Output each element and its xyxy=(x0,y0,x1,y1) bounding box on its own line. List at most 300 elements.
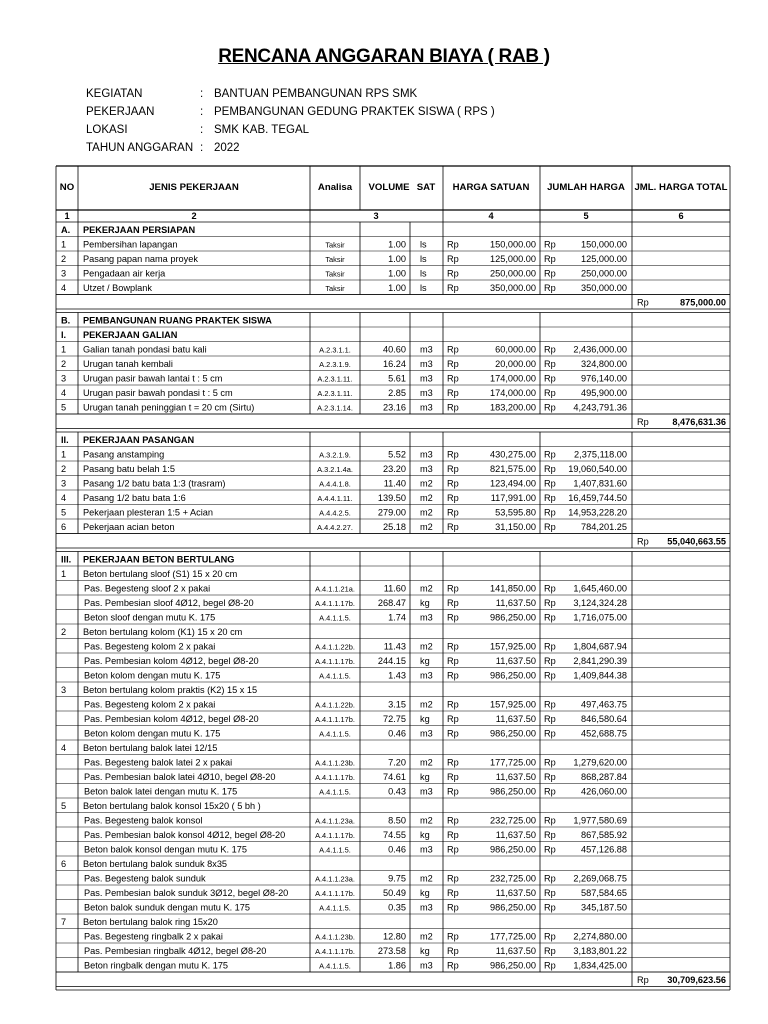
line-total: 1,834,425.00 xyxy=(573,960,627,971)
unit-price: 20,000.00 xyxy=(495,358,536,369)
volume-value: 1.74 xyxy=(388,612,406,623)
currency-label: Rp xyxy=(447,699,459,710)
line-total: 1,716,075.00 xyxy=(573,612,627,623)
row-number: 5 xyxy=(61,800,67,811)
line-total: 846,580.64 xyxy=(581,713,627,724)
currency-label: Rp xyxy=(447,670,459,681)
analysis-code: A.4.1.1.21a. xyxy=(315,584,355,594)
analysis-code: A.3.2.1.9. xyxy=(319,450,351,460)
row-number: 6 xyxy=(61,521,67,532)
unit-value: kg xyxy=(420,597,430,608)
unit-price: 11,637.50 xyxy=(495,945,536,956)
row-number: 1 xyxy=(61,568,67,579)
analysis-code: A.4.1.1.5. xyxy=(319,845,351,855)
header-analisa: Analisa xyxy=(317,182,353,193)
currency-label: Rp xyxy=(447,713,459,724)
unit-value: m3 xyxy=(420,612,433,623)
unit-price: 60,000.00 xyxy=(495,344,536,355)
work-item: Pas. Begesteng balok sunduk xyxy=(84,873,206,884)
work-item: Beton bertulang balok sunduk 8x35 xyxy=(83,858,228,869)
analysis-code: A.4.4.1.11. xyxy=(317,493,353,503)
line-total: 1,804,687.94 xyxy=(573,641,627,652)
currency-label: Rp xyxy=(544,492,556,503)
meta-value: SMK KAB. TEGAL xyxy=(214,124,310,136)
line-total: 14,953,228.20 xyxy=(568,507,627,518)
row-number: 3 xyxy=(61,478,67,489)
currency-label: Rp xyxy=(447,960,459,971)
volume-value: 1.00 xyxy=(388,253,406,264)
analysis-code: A.4.1.1.23b. xyxy=(315,932,355,942)
volume-value: 23.20 xyxy=(383,463,406,474)
volume-value: 0.46 xyxy=(388,844,406,855)
currency-label: Rp xyxy=(447,239,459,250)
volume-value: 1.86 xyxy=(388,960,406,971)
unit-price: 11,637.50 xyxy=(495,655,536,666)
unit-price: 157,925.00 xyxy=(490,641,536,652)
work-item: Pas. Pembesian sloof 4Ø12, begel Ø8-20 xyxy=(84,597,254,608)
work-item: Beton kolom dengan mutu K. 175 xyxy=(84,670,221,681)
unit-value: m2 xyxy=(420,699,433,710)
currency-label: Rp xyxy=(447,282,459,293)
analysis-code: A.4.4.1.8. xyxy=(319,479,351,489)
unit-value: kg xyxy=(420,771,430,782)
unit-price: 141,850.00 xyxy=(490,583,536,594)
currency-label: Rp xyxy=(447,521,459,532)
unit-price: 125,000.00 xyxy=(490,253,536,264)
unit-price: 986,250.00 xyxy=(490,786,536,797)
unit-price: 986,250.00 xyxy=(490,728,536,739)
row-number: 3 xyxy=(61,268,67,279)
volume-value: 25.18 xyxy=(383,521,406,532)
work-item: Pas. Pembesian kolom 4Ø12, begel Ø8-20 xyxy=(84,713,259,724)
work-item: Beton bertulang sloof (S1) 15 x 20 cm xyxy=(83,568,238,579)
currency-label: Rp xyxy=(544,507,556,518)
currency-label: Rp xyxy=(544,387,556,398)
volume-value: 1.00 xyxy=(388,282,406,293)
currency-label: Rp xyxy=(544,873,556,884)
row-number: 2 xyxy=(61,253,67,264)
work-item: Pas. Begesteng kolom 2 x pakai xyxy=(84,699,216,710)
currency-label: Rp xyxy=(544,282,556,293)
unit-value: m2 xyxy=(420,492,433,503)
currency-label: Rp xyxy=(447,612,459,623)
meta-separator: : xyxy=(200,142,204,154)
analysis-code: A.4.1.1.5. xyxy=(319,787,351,797)
line-total: 2,375,118.00 xyxy=(574,449,627,460)
meta-separator: : xyxy=(200,88,204,100)
unit-value: m3 xyxy=(420,670,433,681)
analysis-code: A.4.1.1.23a. xyxy=(315,874,355,884)
currency-label: Rp xyxy=(447,945,459,956)
currency-label: Rp xyxy=(544,268,556,279)
section-title: PEKERJAAN GALIAN xyxy=(83,329,178,340)
unit-price: 11,637.50 xyxy=(495,887,536,898)
currency-label: Rp xyxy=(447,902,459,913)
volume-value: 16.24 xyxy=(383,358,406,369)
analysis-code: A.4.1.1.23b. xyxy=(315,758,355,768)
unit-price: 183,200.00 xyxy=(490,402,536,413)
row-number: 7 xyxy=(61,916,67,927)
unit-price: 11,637.50 xyxy=(495,597,536,608)
row-number: 4 xyxy=(61,387,67,398)
currency-label: Rp xyxy=(447,402,459,413)
volume-value: 273.58 xyxy=(377,945,406,956)
currency-label: Rp xyxy=(447,655,459,666)
work-item: Pasang anstamping xyxy=(83,449,165,460)
work-item: Urugan pasir bawah lantai t : 5 cm xyxy=(83,373,223,384)
analysis-code: A.4.1.1.23a. xyxy=(315,816,355,826)
currency-label: Rp xyxy=(544,931,556,942)
unit-value: m3 xyxy=(420,344,433,355)
unit-price: 53,595.80 xyxy=(495,507,536,518)
analysis-code: A.4.1.1.17b. xyxy=(315,714,355,724)
unit-price: 117,991.00 xyxy=(490,492,536,503)
work-item: Beton sloof dengan mutu K. 175 xyxy=(84,612,216,623)
line-total: 1,279,620.00 xyxy=(573,757,627,768)
currency-label: Rp xyxy=(544,960,556,971)
unit-value: m2 xyxy=(420,583,433,594)
volume-value: 0.35 xyxy=(388,902,406,913)
volume-value: 11.40 xyxy=(383,478,406,489)
work-item: Pas. Pembesian kolom 4Ø12, begel Ø8-20 xyxy=(84,655,259,666)
unit-value: m3 xyxy=(420,902,433,913)
unit-price: 123,494.00 xyxy=(490,478,536,489)
volume-value: 74.55 xyxy=(383,829,406,840)
line-total: 2,269,068.75 xyxy=(573,873,627,884)
meta-label: LOKASI xyxy=(86,124,128,136)
analysis-code: A.2.3.1.1. xyxy=(319,345,351,355)
volume-value: 1.43 xyxy=(388,670,406,681)
row-number: 5 xyxy=(61,507,67,518)
volume-value: 74.61 xyxy=(383,771,406,782)
currency-label: Rp xyxy=(544,641,556,652)
currency-label: Rp xyxy=(447,358,459,369)
work-item: Pas. Begesteng balok latei 2 x pakai xyxy=(84,757,233,768)
line-total: 2,436,000.00 xyxy=(573,344,627,355)
currency-label: Rp xyxy=(544,786,556,797)
analysis-code: A.4.1.1.5. xyxy=(319,613,351,623)
unit-value: m2 xyxy=(420,507,433,518)
unit-value: m2 xyxy=(420,931,433,942)
unit-value: kg xyxy=(420,713,430,724)
volume-value: 0.46 xyxy=(388,728,406,739)
unit-value: m3 xyxy=(420,402,433,413)
line-total: 125,000.00 xyxy=(581,253,627,264)
currency-label: Rp xyxy=(447,931,459,942)
volume-value: 0.43 xyxy=(388,786,406,797)
row-number: 1 xyxy=(61,449,67,460)
meta-label: TAHUN ANGGARAN xyxy=(86,142,194,154)
currency-label: Rp xyxy=(544,655,556,666)
currency-label: Rp xyxy=(447,373,459,384)
work-item: Pengadaan air kerja xyxy=(83,268,166,279)
row-number: 2 xyxy=(61,626,67,637)
analysis-code: A.4.1.1.17b. xyxy=(315,772,355,782)
unit-value: m3 xyxy=(420,449,433,460)
analysis-code: A.4.1.1.22b. xyxy=(315,700,355,710)
unit-price: 177,725.00 xyxy=(490,931,536,942)
row-number: I. xyxy=(61,329,67,340)
header-jenis-pekerjaan: JENIS PEKERJAAN xyxy=(149,182,239,193)
currency-label: Rp xyxy=(447,887,459,898)
currency-label: Rp xyxy=(544,829,556,840)
work-item: Pasang 1/2 batu bata 1:6 xyxy=(83,492,186,503)
analysis-code: A.2.3.1.14. xyxy=(317,403,353,413)
row-number: 1 xyxy=(61,239,67,250)
unit-price: 232,725.00 xyxy=(490,815,536,826)
line-total: 345,187.50 xyxy=(581,902,627,913)
volume-value: 40.60 xyxy=(383,344,406,355)
analysis-code: A.4.1.1.5. xyxy=(319,903,351,913)
volume-value: 244.15 xyxy=(377,655,406,666)
work-item: Pas. Begesteng ringbalk 2 x pakai xyxy=(84,931,223,942)
line-total: 3,183,801.22 xyxy=(573,945,627,956)
row-number: 4 xyxy=(61,492,67,503)
line-total: 2,274,880.00 xyxy=(573,931,627,942)
index-cell: 2 xyxy=(191,211,197,221)
work-item: Pas. Begesteng kolom 2 x pakai xyxy=(84,641,216,652)
analysis-code: Taksir xyxy=(325,254,345,264)
unit-price: 11,637.50 xyxy=(495,713,536,724)
analysis-code: A.3.2.1.4a. xyxy=(317,464,353,474)
unit-value: m2 xyxy=(420,478,433,489)
volume-value: 50.49 xyxy=(383,887,406,898)
currency-label: Rp xyxy=(544,583,556,594)
work-item: Utzet / Bowplank xyxy=(83,282,152,293)
currency-label: Rp xyxy=(544,699,556,710)
currency-label: Rp xyxy=(544,449,556,460)
unit-price: 986,250.00 xyxy=(490,612,536,623)
row-number: 3 xyxy=(61,373,67,384)
unit-value: m3 xyxy=(420,844,433,855)
row-number: 3 xyxy=(61,684,67,695)
currency-label: Rp xyxy=(447,815,459,826)
line-total: 1,407,831.60 xyxy=(573,478,627,489)
currency-label: Rp xyxy=(447,728,459,739)
line-total: 16,459,744.50 xyxy=(568,492,627,503)
section-total: 30,709,623.56 xyxy=(667,974,726,985)
volume-value: 139.50 xyxy=(377,492,406,503)
work-item: Beton balok konsol dengan mutu K. 175 xyxy=(84,844,247,855)
unit-value: m3 xyxy=(420,463,433,474)
row-number: A. xyxy=(61,224,71,235)
currency-label: Rp xyxy=(544,239,556,250)
work-item: Beton balok sunduk dengan mutu K. 175 xyxy=(84,902,251,913)
unit-value: m3 xyxy=(420,373,433,384)
analysis-code: A.4.1.1.17b. xyxy=(315,598,355,608)
work-item: Beton bertulang kolom (K1) 15 x 20 cm xyxy=(83,626,243,637)
unit-value: m3 xyxy=(420,728,433,739)
volume-value: 7.20 xyxy=(388,757,406,768)
work-item: Urugan tanah kembali xyxy=(83,358,173,369)
row-number: 4 xyxy=(61,282,67,293)
unit-value: kg xyxy=(420,655,430,666)
work-item: Pas. Pembesian ringbalk 4Ø12, begel Ø8-20 xyxy=(84,945,267,956)
header-no: NO xyxy=(59,182,75,193)
meta-separator: : xyxy=(200,106,204,118)
unit-value: ls xyxy=(420,253,427,264)
volume-value: 8.50 xyxy=(388,815,406,826)
meta-label: KEGIATAN xyxy=(86,88,143,100)
unit-price: 350,000.00 xyxy=(490,282,536,293)
total-currency: Rp xyxy=(637,416,649,427)
line-total: 495,900.00 xyxy=(581,387,627,398)
total-currency: Rp xyxy=(637,297,649,308)
line-total: 452,688.75 xyxy=(581,728,627,739)
total-currency: Rp xyxy=(637,974,649,985)
volume-value: 1.00 xyxy=(388,239,406,250)
unit-value: m2 xyxy=(420,521,433,532)
row-number: 5 xyxy=(61,402,67,413)
analysis-code: A.4.1.1.22b. xyxy=(315,642,355,652)
line-total: 250,000.00 xyxy=(581,268,627,279)
currency-label: Rp xyxy=(447,387,459,398)
currency-label: Rp xyxy=(447,507,459,518)
total-currency: Rp xyxy=(637,536,649,547)
line-total: 497,463.75 xyxy=(581,699,627,710)
volume-value: 5.52 xyxy=(388,449,406,460)
work-item: Pas. Pembesian balok konsol 4Ø12, begel Ø8-20 xyxy=(84,829,286,840)
currency-label: Rp xyxy=(544,670,556,681)
currency-label: Rp xyxy=(447,844,459,855)
analysis-code: A.2.3.1.11. xyxy=(317,388,353,398)
unit-price: 11,637.50 xyxy=(495,829,536,840)
unit-value: m3 xyxy=(420,786,433,797)
work-item: Beton kolom dengan mutu K. 175 xyxy=(84,728,221,739)
line-total: 976,140.00 xyxy=(581,373,627,384)
currency-label: Rp xyxy=(544,344,556,355)
currency-label: Rp xyxy=(447,463,459,474)
currency-label: Rp xyxy=(544,521,556,532)
volume-value: 3.15 xyxy=(388,699,406,710)
unit-value: ls xyxy=(420,282,427,293)
work-item: Beton bertulang kolom praktis (K2) 15 x 15 xyxy=(83,684,258,695)
work-item: Pasang papan nama proyek xyxy=(83,253,198,264)
index-cell: 1 xyxy=(64,211,70,221)
line-total: 867,585.92 xyxy=(581,829,627,840)
unit-price: 150,000.00 xyxy=(490,239,536,250)
currency-label: Rp xyxy=(544,844,556,855)
work-item: Beton bertulang balok latei 12/15 xyxy=(83,742,218,753)
volume-value: 279.00 xyxy=(377,507,406,518)
line-total: 350,000.00 xyxy=(581,282,627,293)
analysis-code: A.4.1.1.5. xyxy=(319,729,351,739)
row-number: 2 xyxy=(61,463,67,474)
analysis-code: A.2.3.1.11. xyxy=(317,374,353,384)
unit-price: 11,637.50 xyxy=(495,771,536,782)
unit-price: 430,275.00 xyxy=(490,449,536,460)
currency-label: Rp xyxy=(544,902,556,913)
analysis-code: Taksir xyxy=(325,283,345,293)
line-total: 1,409,844.38 xyxy=(573,670,627,681)
currency-label: Rp xyxy=(447,641,459,652)
currency-label: Rp xyxy=(447,757,459,768)
unit-price: 174,000.00 xyxy=(490,373,536,384)
work-item: Galian tanah pondasi batu kali xyxy=(83,344,207,355)
row-number: B. xyxy=(61,315,71,326)
work-item: Pekerjaan acian beton xyxy=(83,521,175,532)
unit-price: 986,250.00 xyxy=(490,670,536,681)
currency-label: Rp xyxy=(544,945,556,956)
header-sat: SAT xyxy=(416,182,436,193)
section-total: 8,476,631.36 xyxy=(672,416,726,427)
volume-value: 9.75 xyxy=(388,873,406,884)
line-total: 1,645,460.00 xyxy=(573,583,627,594)
unit-value: ls xyxy=(420,239,427,250)
analysis-code: Taksir xyxy=(325,269,345,279)
currency-label: Rp xyxy=(544,713,556,724)
line-total: 868,287.84 xyxy=(581,771,627,782)
currency-label: Rp xyxy=(447,597,459,608)
line-total: 1,977,580.69 xyxy=(573,815,627,826)
unit-value: kg xyxy=(420,829,430,840)
analysis-code: A.4.1.1.5. xyxy=(319,961,351,971)
header-jumlah-harga: JUMLAH HARGA xyxy=(547,182,625,193)
meta-separator: : xyxy=(200,124,204,136)
row-number: 2 xyxy=(61,358,67,369)
work-item: Beton bertulang balok ring 15x20 xyxy=(83,916,218,927)
currency-label: Rp xyxy=(544,402,556,413)
meta-value: 2022 xyxy=(214,142,240,154)
section-title: PEKERJAAN BETON BERTULANG xyxy=(83,554,235,565)
work-item: Urugan pasir bawah pondasi t : 5 cm xyxy=(83,387,233,398)
currency-label: Rp xyxy=(544,771,556,782)
analysis-code: A.4.4.2.27. xyxy=(317,522,353,532)
unit-price: 986,250.00 xyxy=(490,902,536,913)
line-total: 4,243,791.36 xyxy=(573,402,627,413)
row-number: III. xyxy=(61,554,72,565)
currency-label: Rp xyxy=(447,478,459,489)
row-number: 1 xyxy=(61,344,67,355)
unit-value: m3 xyxy=(420,387,433,398)
currency-label: Rp xyxy=(447,344,459,355)
unit-price: 232,725.00 xyxy=(490,873,536,884)
currency-label: Rp xyxy=(447,771,459,782)
unit-value: m3 xyxy=(420,358,433,369)
work-item: Pasang batu belah 1:5 xyxy=(83,463,175,474)
header-harga-satuan: HARGA SATUAN xyxy=(452,182,530,193)
line-total: 2,841,290.39 xyxy=(573,655,627,666)
work-item: Beton bertulang balok konsol 15x20 ( 5 bh ) xyxy=(83,800,261,811)
unit-value: m2 xyxy=(420,641,433,652)
currency-label: Rp xyxy=(544,757,556,768)
volume-value: 5.61 xyxy=(388,373,406,384)
meta-value: BANTUAN PEMBANGUNAN RPS SMK xyxy=(214,88,418,100)
unit-value: kg xyxy=(420,887,430,898)
meta-value: PEMBANGUNAN GEDUNG PRAKTEK SISWA ( RPS ) xyxy=(214,106,495,118)
line-total: 3,124,324.28 xyxy=(573,597,627,608)
section-title: PEKERJAAN PASANGAN xyxy=(83,434,195,445)
section-title: PEKERJAAN PERSIAPAN xyxy=(83,224,196,235)
index-cell: 3 xyxy=(373,211,379,221)
currency-label: Rp xyxy=(544,815,556,826)
unit-price: 174,000.00 xyxy=(490,387,536,398)
currency-label: Rp xyxy=(447,492,459,503)
work-item: Beton balok latei dengan mutu K. 175 xyxy=(84,786,238,797)
work-item: Pembersihan lapangan xyxy=(83,239,178,250)
work-item: Pekerjaan plesteran 1:5 + Acian xyxy=(83,507,213,518)
volume-value: 268.47 xyxy=(377,597,406,608)
section-total: 875,000.00 xyxy=(680,297,726,308)
line-total: 457,126.88 xyxy=(581,844,627,855)
analysis-code: A.4.4.2.5. xyxy=(319,508,351,518)
line-total: 324,800.00 xyxy=(581,358,627,369)
volume-value: 11.43 xyxy=(383,641,406,652)
work-item: Urugan tanah peninggian t = 20 cm (Sirtu) xyxy=(83,402,255,413)
unit-price: 986,250.00 xyxy=(490,844,536,855)
work-item: Pasang 1/2 batu bata 1:3 (trasram) xyxy=(83,478,226,489)
unit-value: m2 xyxy=(420,873,433,884)
